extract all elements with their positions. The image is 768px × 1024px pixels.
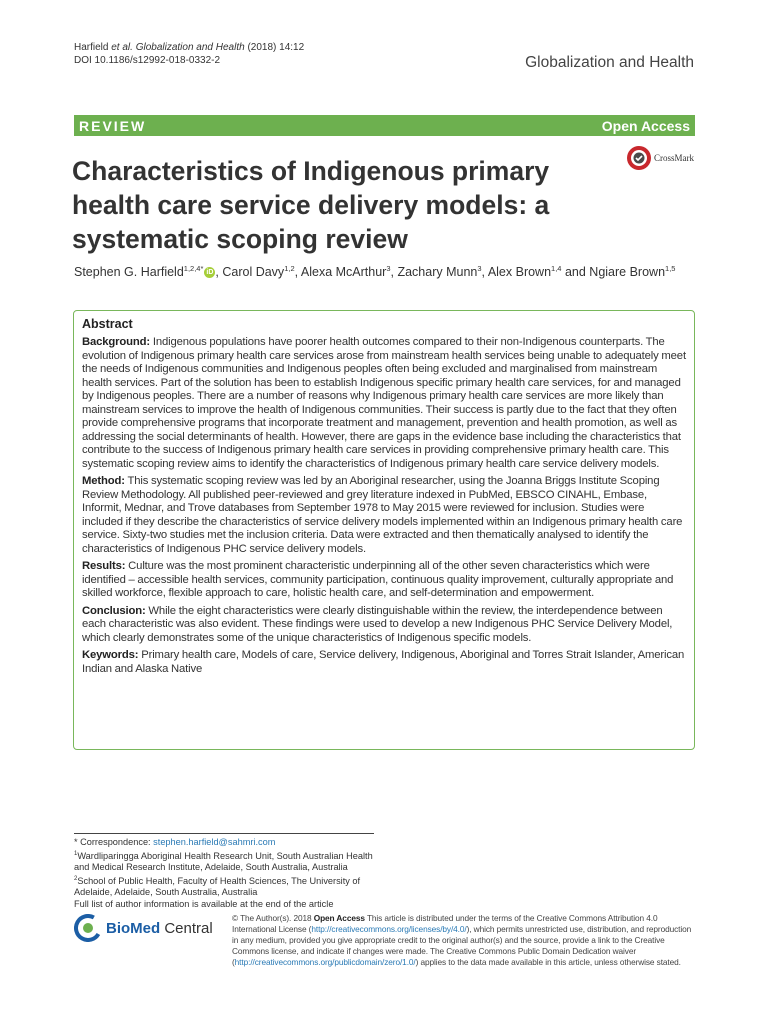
correspondence-label: * Correspondence:	[74, 837, 154, 847]
license-open-access: Open Access	[313, 913, 365, 923]
crossmark-icon	[626, 145, 652, 171]
abstract-results	[82, 560, 687, 601]
section-text: Indigenous populations have poorer health outcomes compared to their non-Indigenous counterparts. The evolution of Indigenous primary health care services arose from mainstream health services being unable to adequately meet the needs of Indigenous communities and Indigenous peoples often being excluded and marginalised from mainstream health services. Part of the solution has been to establish Indigenous specific primary health care services, for and managed by Indigenous peoples. There are a number of reasons why Indigenous primary health care services are more likely than mainstream services to improve the health of Indigenous communities. Their success is partly due to the fact that they often provide comprehensive programs that incorporate treatment and management, prevention and health promotion, as well as addressing the social determinants of health. However, there are gaps in the evidence base including the characteristics that contribute to the success of Indigenous primary health care services in providing comprehensive primary health care. This systematic scoping review aims to identify the characteristics of Indigenous primary health care service delivery models.	[82, 336, 686, 470]
affiliation-number: 1	[74, 850, 78, 857]
publisher-name-part2: Central	[160, 919, 213, 937]
section-text: Culture was the most prominent characteristic underpinning all of the other seven characteristics which were identified – accessible health services, community participation, continuous quality improvement, culturally appropriate and skilled workforce, flexible approach to care, holistic health care, and self-determination and empowerment.	[82, 560, 674, 599]
publisher-name-part1: BioMed	[106, 919, 161, 937]
section-text: Primary health care, Models of care, Service delivery, Indigenous, Aboriginal and Torres Strait Islander, American Indian and Alaska Native	[82, 649, 685, 675]
affiliation-number: 2	[74, 875, 78, 882]
cite-authors: Harfield	[74, 42, 112, 53]
publisher-logo[interactable]	[74, 914, 213, 942]
license-statement	[232, 913, 698, 968]
section-label: Method:	[82, 475, 125, 487]
abstract-heading: Abstract	[82, 317, 133, 331]
abstract-method	[82, 475, 687, 556]
cite-year: (2018) 14:12	[244, 42, 305, 53]
author-affiliation: 1,2	[284, 264, 295, 273]
abstract-conclusion	[82, 605, 687, 646]
correspondence-email-link[interactable]: stephen.harfield@sahmri.com	[153, 837, 276, 847]
author-name[interactable]: Ngiare Brown	[589, 265, 666, 280]
crossmark-badge[interactable]	[626, 145, 694, 171]
footnote-rule	[74, 833, 374, 834]
article-type: REVIEW	[79, 117, 147, 134]
cite-journal: et al. Globalization and Health	[111, 42, 245, 53]
crossmark-label: CrossMark	[654, 153, 694, 163]
license-text: ) applies to the data made available in this article, unless otherwise stated.	[415, 957, 681, 967]
affiliation-1: Wardliparingga Aboriginal Health Research Unit, South Australian Health and Medical Research Institute, Adelaide, South Australia, Australia	[74, 850, 373, 873]
doi[interactable]: DOI 10.1186/s12992-018-0332-2	[74, 55, 221, 66]
open-access-label: Open Access	[601, 117, 690, 134]
public-domain-link[interactable]: http://creativecommons.org/publicdomain/zero/1.0/	[234, 957, 416, 967]
abstract-box	[73, 310, 695, 750]
article-type-banner	[74, 115, 695, 136]
abstract-keywords	[82, 649, 687, 676]
section-label: Background:	[82, 336, 151, 348]
orcid-icon[interactable]: iD	[206, 269, 214, 277]
section-text: While the eight characteristics were clearly distinguishable within the review, the interdependence between each characteristic was also evident. These findings were used to develop a new Indigenous PHC Service Delivery Model, which clearly demonstrates some of the unique characteristics of Indigenous specific models.	[82, 604, 673, 644]
section-text: This systematic scoping review was led by an Aboriginal researcher, using the Joanna Briggs Institute Scoping Review Methodology. All published peer-reviewed and grey literature indexed in PubMed, EBSCO CINAHL, Embase, Informit, Mednar, and Trove databases from September 1978 to May 2015 were reviewed for inclusion. Studies were included if they describe the characteristics of service delivery models implemented within an Indigenous primary health care service. Sixty-two studies met the inclusion criteria. Data were extracted and then thematically analysed to identify the characteristics of Indigenous PHC service delivery models.	[82, 475, 683, 555]
section-label: Results:	[82, 560, 126, 572]
license-text: ), which permits unrestricted use, distribution, and reproduction in any medium, provided you give appropriate credit to the original author(s) and the source, provide a link to the Creative Commons license, and indicate if changes were made. The Creative Commons Public Domain Dedication waiver (	[232, 924, 692, 967]
publisher-name	[106, 920, 213, 937]
abstract-background	[82, 336, 687, 471]
author-list: Stephen G. Harfield$^{1,2,4*}$ iD , Carol Davy$^{1,2}$, Alexa McArthur$^3$, Zachary Munn$^3$, Alex Brown$^{1,4}$ and Ngiare Brown$^{1,5}$	[74, 264, 676, 280]
author-affiliation: 3	[477, 264, 482, 273]
article-title: Characteristics of Indigenous primary health care service delivery models: a systematic scoping review	[72, 156, 550, 254]
license-lead: © The Author(s). 2018	[232, 913, 314, 923]
affiliation-2: School of Public Health, Faculty of Health Sciences, The University of Adelaide, Adelaide, South Australia, Australia	[74, 875, 361, 898]
section-label: Conclusion:	[82, 604, 146, 617]
section-label: Keywords:	[82, 649, 139, 661]
license-text: This article is distributed under the terms of the Creative Commons Attribution 4.0 International License (	[232, 913, 658, 934]
footnotes	[74, 837, 374, 910]
author-affiliation: 1,2,4*	[183, 264, 204, 273]
author-name[interactable]: Zachary Munn	[397, 265, 478, 280]
author-name[interactable]: Carol Davy	[222, 265, 285, 280]
author-info-note: Full list of author information is available at the end of the article	[74, 898, 334, 909]
citation-header	[74, 41, 304, 67]
author-affiliation: 3	[386, 264, 391, 273]
biomed-central-icon	[74, 914, 102, 942]
journal-name: Globalization and Health	[525, 54, 694, 71]
author-affiliation: 1,4	[551, 264, 562, 273]
author-name[interactable]: Stephen G. Harfield	[74, 265, 184, 280]
author-affiliation: 1,5	[665, 264, 676, 273]
author-name[interactable]: Alexa McArthur	[300, 265, 387, 280]
author-name[interactable]: Alex Brown	[487, 265, 552, 280]
license-link[interactable]: http://creativecommons.org/licenses/by/4.0/	[311, 924, 467, 934]
